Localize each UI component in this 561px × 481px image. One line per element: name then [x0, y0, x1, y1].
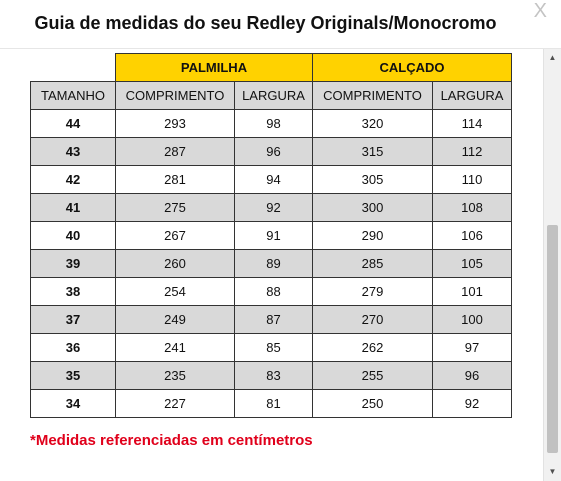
close-icon[interactable]: X: [533, 0, 547, 22]
table-row: [31, 138, 512, 166]
table-cell: 250: [313, 390, 433, 418]
table-cell: 249: [116, 306, 235, 334]
table-row: [31, 306, 512, 334]
table-cell: 287: [116, 138, 235, 166]
size-cell: 42: [31, 166, 116, 194]
table-row: [31, 250, 512, 278]
table-cell: 92: [235, 194, 313, 222]
table-cell: 293: [116, 110, 235, 138]
table-cell: 267: [116, 222, 235, 250]
table-cell: 255: [313, 362, 433, 390]
modal-content: [0, 49, 541, 481]
table-cell: 275: [116, 194, 235, 222]
table-cell: 101: [433, 278, 512, 306]
table-cell: 241: [116, 334, 235, 362]
table-cell: 254: [116, 278, 235, 306]
table-row: [31, 390, 512, 418]
table-cell: 92: [433, 390, 512, 418]
size-cell: 41: [31, 194, 116, 222]
group-header-row: [31, 54, 512, 82]
table-cell: 85: [235, 334, 313, 362]
group-header-palmilha: PALMILHA: [116, 54, 313, 82]
size-cell: 43: [31, 138, 116, 166]
modal-title: Guia de medidas do seu Redley Originals/Monocromo: [34, 13, 497, 33]
table-row: [31, 222, 512, 250]
table-cell: 315: [313, 138, 433, 166]
table-cell: 88: [235, 278, 313, 306]
table-cell: 100: [433, 306, 512, 334]
vertical-scrollbar[interactable]: [543, 49, 561, 481]
group-header-calcado: CALÇADO: [313, 54, 512, 82]
size-cell: 35: [31, 362, 116, 390]
column-header-comprimento: COMPRIMENTO: [116, 82, 235, 110]
table-cell: 105: [433, 250, 512, 278]
size-cell: 37: [31, 306, 116, 334]
table-cell: 260: [116, 250, 235, 278]
column-header-tamanho: TAMANHO: [31, 82, 116, 110]
table-cell: 83: [235, 362, 313, 390]
table-row: [31, 166, 512, 194]
table-cell: 235: [116, 362, 235, 390]
column-header-largura: LARGURA: [235, 82, 313, 110]
table-cell: 279: [313, 278, 433, 306]
table-row: [31, 334, 512, 362]
table-row: [31, 110, 512, 138]
size-table: [30, 53, 512, 418]
scrollbar-thumb[interactable]: [547, 225, 558, 453]
table-cell: 112: [433, 138, 512, 166]
table-cell: 98: [235, 110, 313, 138]
table-cell: 270: [313, 306, 433, 334]
table-row: [31, 362, 512, 390]
table-cell: 96: [433, 362, 512, 390]
table-row: [31, 278, 512, 306]
scroll-down-arrow-icon[interactable]: ▼: [548, 467, 557, 476]
table-cell: 106: [433, 222, 512, 250]
table-cell: 94: [235, 166, 313, 194]
size-cell: 44: [31, 110, 116, 138]
table-row: [31, 194, 512, 222]
table-corner: [31, 54, 116, 82]
size-cell: 34: [31, 390, 116, 418]
table-cell: 108: [433, 194, 512, 222]
table-cell: 96: [235, 138, 313, 166]
column-header-largura: LARGURA: [433, 82, 512, 110]
table-cell: 97: [433, 334, 512, 362]
table-cell: 305: [313, 166, 433, 194]
table-cell: 285: [313, 250, 433, 278]
table-cell: 89: [235, 250, 313, 278]
size-cell: 40: [31, 222, 116, 250]
table-cell: 110: [433, 166, 512, 194]
table-cell: 281: [116, 166, 235, 194]
table-cell: 290: [313, 222, 433, 250]
size-cell: 38: [31, 278, 116, 306]
table-cell: 300: [313, 194, 433, 222]
table-cell: 87: [235, 306, 313, 334]
table-cell: 114: [433, 110, 512, 138]
table-cell: 91: [235, 222, 313, 250]
column-header-comprimento: COMPRIMENTO: [313, 82, 433, 110]
scroll-up-arrow-icon[interactable]: ▲: [548, 53, 557, 62]
modal-header: [0, 0, 561, 49]
table-cell: 262: [313, 334, 433, 362]
table-cell: 227: [116, 390, 235, 418]
table-cell: 320: [313, 110, 433, 138]
column-header-row: [31, 82, 512, 110]
size-cell: 36: [31, 334, 116, 362]
measurement-note: *Medidas referenciadas em centímetros: [30, 432, 313, 449]
size-cell: 39: [31, 250, 116, 278]
table-cell: 81: [235, 390, 313, 418]
